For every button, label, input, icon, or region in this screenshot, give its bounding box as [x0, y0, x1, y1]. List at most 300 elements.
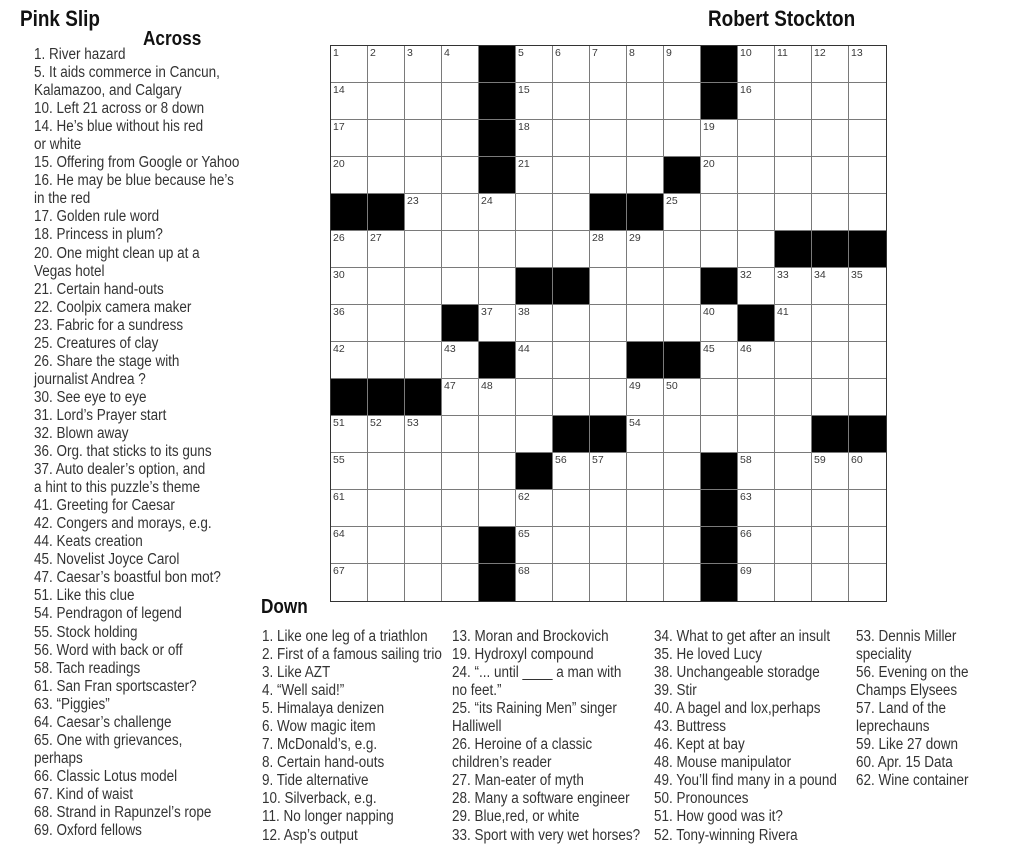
black-cell: [701, 83, 738, 120]
grid-cell[interactable]: [516, 194, 553, 231]
grid-cell[interactable]: [553, 305, 590, 342]
clue-line: 5. Himalaya denizen: [262, 700, 385, 718]
clue-line: 50. Pronounces: [654, 790, 749, 808]
clue-line: 39. Stir: [654, 682, 697, 700]
grid-cell[interactable]: [812, 564, 849, 601]
black-cell: [553, 268, 590, 305]
grid-cell[interactable]: [738, 453, 775, 490]
cell-number: 62: [518, 491, 530, 503]
clue-line: 4. “Well said!”: [262, 682, 345, 700]
grid-cell[interactable]: [553, 194, 590, 231]
grid-cell[interactable]: [516, 231, 553, 268]
grid-cell[interactable]: [590, 83, 627, 120]
grid-cell[interactable]: [701, 157, 738, 194]
clue-line: 69. Oxford fellows: [34, 822, 142, 840]
cell-number: 51: [333, 417, 345, 429]
grid-cell[interactable]: [516, 83, 553, 120]
grid-cell[interactable]: [590, 453, 627, 490]
cell-number: 7: [592, 47, 598, 59]
grid-cell[interactable]: [701, 305, 738, 342]
grid-cell[interactable]: [405, 342, 442, 379]
black-cell: [590, 194, 627, 231]
grid-cell[interactable]: [331, 231, 368, 268]
clue-line: 36. Org. that sticks to its guns: [34, 443, 212, 461]
grid-cell[interactable]: [442, 83, 479, 120]
clue-line: 57. Land of the: [856, 700, 946, 718]
clue-line: 62. Wine container: [856, 772, 969, 790]
grid-cell[interactable]: [627, 231, 664, 268]
grid-cell[interactable]: [442, 120, 479, 157]
grid-cell[interactable]: [812, 527, 849, 564]
grid-cell[interactable]: [516, 564, 553, 601]
page-title: [20, 6, 113, 32]
grid-cell[interactable]: [627, 379, 664, 416]
grid-cell[interactable]: [516, 416, 553, 453]
grid-cell[interactable]: [664, 564, 701, 601]
black-cell: [368, 379, 405, 416]
grid-cell[interactable]: [405, 490, 442, 527]
grid-cell[interactable]: [442, 416, 479, 453]
cell-number: 65: [518, 528, 530, 540]
grid-cell[interactable]: [627, 305, 664, 342]
page-author: [708, 6, 879, 32]
clue-line: no feet.”: [452, 682, 502, 700]
grid-cell[interactable]: [701, 379, 738, 416]
clue-line: 37. Auto dealer’s option, and: [34, 461, 206, 479]
clue-line: 24. “... until ____ a man with: [452, 664, 622, 682]
grid-cell[interactable]: [590, 231, 627, 268]
grid-cell[interactable]: [664, 194, 701, 231]
grid-cell[interactable]: [553, 157, 590, 194]
grid-cell[interactable]: [553, 231, 590, 268]
grid-cell[interactable]: [590, 157, 627, 194]
grid-cell[interactable]: [849, 379, 886, 416]
page-title-text: Pink Slip: [20, 6, 100, 31]
grid-cell[interactable]: [701, 416, 738, 453]
grid-cell[interactable]: [368, 342, 405, 379]
grid-cell[interactable]: [479, 379, 516, 416]
grid-cell[interactable]: [368, 268, 405, 305]
grid-cell[interactable]: [331, 416, 368, 453]
grid-cell[interactable]: [812, 453, 849, 490]
cell-number: 34: [814, 269, 826, 281]
crossword-grid: [330, 45, 887, 602]
cell-number: 42: [333, 343, 345, 355]
grid-cell[interactable]: [664, 490, 701, 527]
clue-line: 28. Many a software engineer: [452, 790, 630, 808]
cell-number: 3: [407, 47, 413, 59]
black-cell: [849, 416, 886, 453]
grid-cell[interactable]: [553, 564, 590, 601]
grid-cell[interactable]: [368, 564, 405, 601]
grid-cell[interactable]: [442, 564, 479, 601]
grid-cell[interactable]: [368, 490, 405, 527]
clue-line: 40. A bagel and lox,perhaps: [654, 700, 821, 718]
black-cell: [590, 416, 627, 453]
grid-cell[interactable]: [664, 83, 701, 120]
cell-number: 43: [444, 343, 456, 355]
black-cell: [479, 83, 516, 120]
grid-cell[interactable]: [627, 46, 664, 83]
cell-number: 9: [666, 47, 672, 59]
clue-line: 32. Blown away: [34, 424, 129, 442]
grid-cell[interactable]: [738, 379, 775, 416]
grid-cell[interactable]: [664, 120, 701, 157]
grid-cell[interactable]: [405, 564, 442, 601]
cell-number: 20: [333, 158, 345, 170]
grid-cell[interactable]: [405, 527, 442, 564]
grid-cell[interactable]: [812, 194, 849, 231]
cell-number: 68: [518, 565, 530, 577]
cell-number: 56: [555, 454, 567, 466]
grid-cell[interactable]: [627, 527, 664, 564]
clue-line: 49. You’ll find many in a pound: [654, 772, 837, 790]
clue-line: 6. Wow magic item: [262, 718, 376, 736]
grid-cell[interactable]: [775, 194, 812, 231]
grid-cell[interactable]: [812, 120, 849, 157]
grid-cell[interactable]: [405, 83, 442, 120]
grid-cell[interactable]: [368, 157, 405, 194]
grid-cell[interactable]: [442, 527, 479, 564]
grid-cell[interactable]: [553, 379, 590, 416]
grid-cell[interactable]: [331, 564, 368, 601]
grid-cell[interactable]: [775, 83, 812, 120]
grid-cell[interactable]: [331, 453, 368, 490]
grid-cell[interactable]: [664, 268, 701, 305]
grid-cell[interactable]: [516, 305, 553, 342]
grid-cell[interactable]: [701, 194, 738, 231]
grid-cell[interactable]: [849, 194, 886, 231]
grid-cell[interactable]: [664, 305, 701, 342]
grid-cell[interactable]: [368, 120, 405, 157]
grid-cell[interactable]: [664, 231, 701, 268]
clue-line: 38. Unchangeable storadge: [654, 664, 820, 682]
clue-line: 20. One might clean up at a: [34, 244, 200, 262]
clue-line: 15. Offering from Google or Yahoo: [34, 154, 240, 172]
cell-number: 61: [333, 491, 345, 503]
cell-number: 52: [370, 417, 382, 429]
grid-cell[interactable]: [738, 527, 775, 564]
grid-cell[interactable]: [812, 268, 849, 305]
grid-cell[interactable]: [479, 231, 516, 268]
cell-number: 18: [518, 121, 530, 133]
clue-line: 1. Like one leg of a triathlon: [262, 628, 428, 645]
across-heading: Across: [143, 28, 202, 50]
grid-cell[interactable]: [331, 268, 368, 305]
black-cell: [701, 453, 738, 490]
black-cell: [701, 46, 738, 83]
grid-cell[interactable]: [405, 120, 442, 157]
grid-cell[interactable]: [627, 157, 664, 194]
grid-cell[interactable]: [775, 527, 812, 564]
grid-cell[interactable]: [553, 342, 590, 379]
grid-cell[interactable]: [849, 83, 886, 120]
grid-cell[interactable]: [812, 379, 849, 416]
clue-line: 30. See eye to eye: [34, 388, 147, 406]
grid-cell[interactable]: [775, 416, 812, 453]
grid-cell[interactable]: [849, 527, 886, 564]
grid-cell[interactable]: [849, 490, 886, 527]
grid-cell[interactable]: [368, 231, 405, 268]
cell-number: 46: [740, 343, 752, 355]
clue-line: 17. Golden rule word: [34, 208, 160, 226]
grid-cell[interactable]: [738, 564, 775, 601]
cell-number: 25: [666, 195, 678, 207]
grid-cell[interactable]: [442, 268, 479, 305]
grid-cell[interactable]: [405, 453, 442, 490]
grid-cell[interactable]: [516, 379, 553, 416]
cell-number: 14: [333, 84, 345, 96]
grid-cell[interactable]: [553, 46, 590, 83]
clue-line: 5. It aids commerce in Cancun,: [34, 64, 220, 82]
grid-cell[interactable]: [405, 231, 442, 268]
grid-cell[interactable]: [405, 46, 442, 83]
grid-cell[interactable]: [331, 83, 368, 120]
grid-cell[interactable]: [368, 83, 405, 120]
grid-cell[interactable]: [368, 416, 405, 453]
grid-cell[interactable]: [812, 46, 849, 83]
grid-cell[interactable]: [849, 342, 886, 379]
grid-cell[interactable]: [368, 527, 405, 564]
grid-cell[interactable]: [516, 120, 553, 157]
clue-line: 61. San Fran sportscaster?: [34, 677, 197, 695]
cell-number: 8: [629, 47, 635, 59]
grid-cell[interactable]: [516, 490, 553, 527]
grid-cell[interactable]: [664, 46, 701, 83]
clue-line: 29. Blue,red, or white: [452, 808, 580, 826]
grid-cell[interactable]: [331, 527, 368, 564]
grid-cell[interactable]: [331, 157, 368, 194]
grid-cell[interactable]: [405, 157, 442, 194]
grid-cell[interactable]: [738, 416, 775, 453]
grid-cell[interactable]: [627, 120, 664, 157]
grid-cell[interactable]: [479, 453, 516, 490]
clue-line: 67. Kind of waist: [34, 785, 133, 803]
grid-cell[interactable]: [775, 46, 812, 83]
clue-line: 34. What to get after an insult: [654, 628, 831, 645]
grid-cell[interactable]: [405, 416, 442, 453]
cell-number: 66: [740, 528, 752, 540]
grid-cell[interactable]: [479, 305, 516, 342]
grid-cell[interactable]: [738, 157, 775, 194]
grid-cell[interactable]: [849, 120, 886, 157]
grid-cell[interactable]: [368, 305, 405, 342]
black-cell: [627, 194, 664, 231]
clue-line: speciality: [856, 646, 912, 664]
clue-line: Vegas hotel: [34, 262, 105, 280]
clue-line: 66. Classic Lotus model: [34, 767, 178, 785]
grid-cell[interactable]: [590, 490, 627, 527]
cell-number: 28: [592, 232, 604, 244]
down-clue-column-4: [856, 628, 968, 790]
clue-line: 7. McDonald’s, e.g.: [262, 736, 378, 754]
grid-cell[interactable]: [442, 379, 479, 416]
grid-cell[interactable]: [405, 305, 442, 342]
grid-cell[interactable]: [664, 379, 701, 416]
cell-number: 30: [333, 269, 345, 281]
cell-number: 24: [481, 195, 493, 207]
grid-cell[interactable]: [405, 194, 442, 231]
grid-cell[interactable]: [738, 194, 775, 231]
cell-number: 12: [814, 47, 826, 59]
cell-number: 49: [629, 380, 641, 392]
grid-cell[interactable]: [442, 453, 479, 490]
clue-line: 58. Tach readings: [34, 659, 141, 677]
grid-cell[interactable]: [331, 120, 368, 157]
cell-number: 23: [407, 195, 419, 207]
cell-number: 48: [481, 380, 493, 392]
grid-cell[interactable]: [849, 46, 886, 83]
grid-cell[interactable]: [812, 342, 849, 379]
grid-cell[interactable]: [442, 490, 479, 527]
black-cell: [405, 379, 442, 416]
grid-cell[interactable]: [516, 527, 553, 564]
clue-line: Halliwell: [452, 718, 502, 736]
grid-cell[interactable]: [664, 453, 701, 490]
clue-line: 54. Pendragon of legend: [34, 605, 182, 623]
grid-cell[interactable]: [405, 268, 442, 305]
grid-cell[interactable]: [442, 194, 479, 231]
cell-number: 67: [333, 565, 345, 577]
clue-line: children’s reader: [452, 754, 552, 772]
clue-line: 47. Caesar’s boastful bon mot?: [34, 569, 221, 587]
grid-cell[interactable]: [775, 157, 812, 194]
cell-number: 11: [777, 47, 788, 59]
grid-cell[interactable]: [775, 564, 812, 601]
grid-cell[interactable]: [479, 268, 516, 305]
cell-number: 21: [518, 158, 530, 170]
grid-cell[interactable]: [516, 342, 553, 379]
grid-cell[interactable]: [516, 46, 553, 83]
clue-line: 51. How good was it?: [654, 808, 783, 826]
grid-cell[interactable]: [590, 305, 627, 342]
cell-number: 58: [740, 454, 752, 466]
black-cell: [664, 157, 701, 194]
grid-cell[interactable]: [775, 379, 812, 416]
grid-cell[interactable]: [849, 268, 886, 305]
grid-cell[interactable]: [627, 453, 664, 490]
grid-cell[interactable]: [738, 342, 775, 379]
clue-line: perhaps: [34, 749, 83, 767]
cell-number: 59: [814, 454, 826, 466]
grid-cell[interactable]: [331, 490, 368, 527]
clue-line: 44. Keats creation: [34, 533, 143, 551]
grid-cell[interactable]: [553, 527, 590, 564]
cell-number: 20: [703, 158, 715, 170]
grid-cell[interactable]: [627, 416, 664, 453]
clue-line: 27. Man-eater of myth: [452, 772, 584, 790]
clue-line: 63. “Piggies”: [34, 695, 110, 713]
grid-cell[interactable]: [664, 527, 701, 564]
grid-cell[interactable]: [738, 46, 775, 83]
grid-cell[interactable]: [627, 490, 664, 527]
cell-number: 40: [703, 306, 715, 318]
grid-cell[interactable]: [738, 231, 775, 268]
clue-line: a hint to this puzzle’s theme: [34, 479, 201, 497]
grid-cell[interactable]: [442, 231, 479, 268]
black-cell: [627, 342, 664, 379]
grid-cell[interactable]: [775, 120, 812, 157]
grid-cell[interactable]: [627, 83, 664, 120]
grid-cell[interactable]: [775, 342, 812, 379]
grid-cell[interactable]: [701, 231, 738, 268]
grid-cell[interactable]: [590, 120, 627, 157]
grid-cell[interactable]: [590, 268, 627, 305]
grid-cell[interactable]: [331, 342, 368, 379]
grid-cell[interactable]: [590, 527, 627, 564]
down-clue-column-1: [262, 628, 442, 845]
grid-cell[interactable]: [479, 490, 516, 527]
grid-cell[interactable]: [442, 342, 479, 379]
clue-line: 48. Mouse manipulator: [654, 754, 792, 772]
grid-cell[interactable]: [701, 120, 738, 157]
grid-cell[interactable]: [553, 453, 590, 490]
grid-cell[interactable]: [516, 157, 553, 194]
clue-line: 2. First of a famous sailing trio: [262, 646, 442, 664]
grid-cell[interactable]: [368, 46, 405, 83]
grid-cell[interactable]: [590, 379, 627, 416]
grid-cell[interactable]: [331, 46, 368, 83]
clue-line: 46. Kept at bay: [654, 736, 745, 754]
grid-cell[interactable]: [479, 194, 516, 231]
cell-number: 57: [592, 454, 604, 466]
grid-cell[interactable]: [849, 564, 886, 601]
clue-line: 64. Caesar’s challenge: [34, 713, 172, 731]
grid-cell[interactable]: [627, 268, 664, 305]
grid-cell[interactable]: [590, 46, 627, 83]
grid-cell[interactable]: [849, 453, 886, 490]
black-cell: [812, 231, 849, 268]
grid-cell[interactable]: [775, 268, 812, 305]
grid-cell[interactable]: [775, 305, 812, 342]
clue-line: 21. Certain hand-outs: [34, 280, 164, 298]
grid-cell[interactable]: [553, 120, 590, 157]
grid-cell[interactable]: [590, 564, 627, 601]
grid-cell[interactable]: [812, 490, 849, 527]
grid-cell[interactable]: [442, 46, 479, 83]
grid-cell[interactable]: [664, 416, 701, 453]
grid-cell[interactable]: [849, 157, 886, 194]
grid-cell[interactable]: [775, 453, 812, 490]
grid-cell[interactable]: [738, 83, 775, 120]
grid-cell[interactable]: [368, 453, 405, 490]
grid-cell[interactable]: [590, 342, 627, 379]
grid-cell[interactable]: [812, 83, 849, 120]
grid-cell[interactable]: [627, 564, 664, 601]
black-cell: [331, 379, 368, 416]
clue-line: 1. River hazard: [34, 46, 126, 63]
black-cell: [701, 490, 738, 527]
grid-cell[interactable]: [331, 305, 368, 342]
grid-cell[interactable]: [738, 268, 775, 305]
grid-cell[interactable]: [701, 342, 738, 379]
grid-cell[interactable]: [479, 416, 516, 453]
grid-cell[interactable]: [775, 490, 812, 527]
grid-cell[interactable]: [812, 305, 849, 342]
grid-cell[interactable]: [442, 157, 479, 194]
grid-cell[interactable]: [812, 157, 849, 194]
grid-cell[interactable]: [553, 83, 590, 120]
black-cell: [664, 342, 701, 379]
cell-number: 41: [777, 306, 789, 318]
clue-line: 25. “its Raining Men” singer: [452, 700, 617, 718]
grid-cell[interactable]: [738, 120, 775, 157]
cell-number: 27: [370, 232, 382, 244]
clue-line: journalist Andrea ?: [34, 370, 146, 388]
grid-cell[interactable]: [849, 305, 886, 342]
grid-cell[interactable]: [738, 490, 775, 527]
grid-cell[interactable]: [553, 490, 590, 527]
